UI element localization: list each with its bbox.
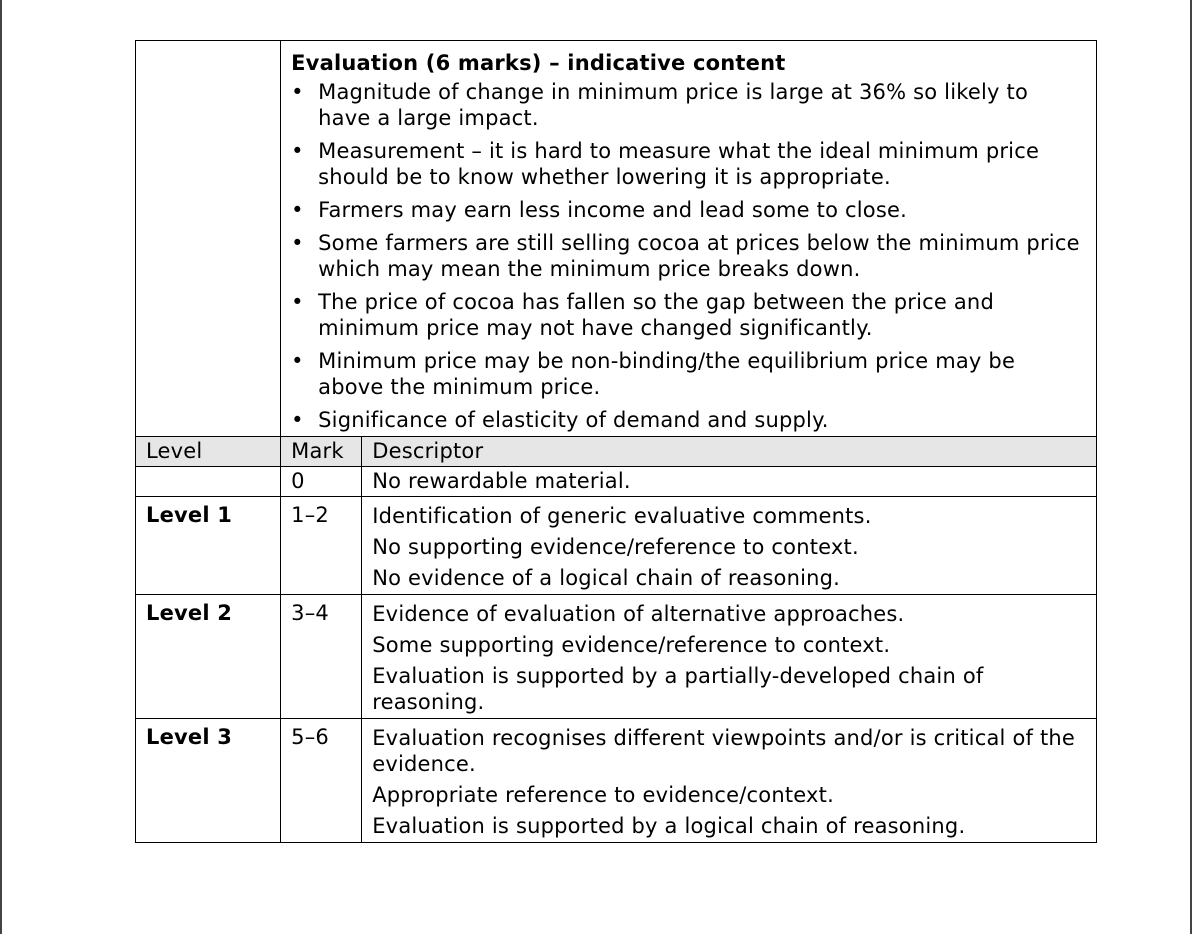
indicative-content-blank-cell <box>136 41 281 437</box>
bullet-text: Significance of elasticity of demand and supply. <box>318 408 829 432</box>
zero-mark-row <box>136 467 1097 497</box>
descriptor-line: Appropriate reference to evidence/context. <box>372 783 834 807</box>
descriptor-line: Evidence of evaluation of alternative approaches. <box>372 602 905 626</box>
descriptor-cell <box>362 719 1097 843</box>
indicative-content-title: Evaluation (6 marks) – indicative content <box>291 51 786 75</box>
header-descriptor: Descriptor <box>362 437 1097 467</box>
level-1-row <box>136 497 1097 595</box>
descriptor-line: Identification of generic evaluative comments. <box>372 504 872 528</box>
level-cell: Level 1 <box>136 497 281 595</box>
indicative-bullet <box>291 79 1086 131</box>
bullet-icon: • <box>291 349 304 373</box>
descriptor-line: Evaluation is supported by a partially-developed chain of reasoning. <box>372 664 984 714</box>
indicative-content-cell <box>281 41 1097 437</box>
bullet-text: Some farmers are still selling cocoa at prices below the minimum price which may mean the minimum price breaks down. <box>318 231 1080 281</box>
bullet-icon: • <box>291 408 304 432</box>
mark-cell: 1–2 <box>281 497 362 595</box>
bullet-icon: • <box>291 290 304 314</box>
indicative-bullet <box>291 348 1086 400</box>
bullet-icon: • <box>291 231 304 255</box>
descriptor-cell <box>362 497 1097 595</box>
page-edge-right <box>1190 0 1192 934</box>
descriptor-line: Evaluation is supported by a logical chain of reasoning. <box>372 814 966 838</box>
page-edge-left <box>0 0 2 934</box>
indicative-bullet <box>291 138 1086 190</box>
level-cell: Level 2 <box>136 595 281 719</box>
mark-cell: 3–4 <box>281 595 362 719</box>
bullet-text: The price of cocoa has fallen so the gap between the price and minimum price may not have changed significantly. <box>318 290 994 340</box>
descriptor-line: No supporting evidence/reference to context. <box>372 535 859 559</box>
mark-scheme-table <box>135 40 1097 843</box>
level-3-row <box>136 719 1097 843</box>
zero-mark-cell: 0 <box>281 467 362 497</box>
descriptor-line: No evidence of a logical chain of reasoning. <box>372 566 841 590</box>
bullet-icon: • <box>291 80 304 104</box>
descriptor-line: Evaluation recognises different viewpoints and/or is critical of the evidence. <box>372 726 1076 776</box>
header-level: Level <box>136 437 281 467</box>
mark-cell: 5–6 <box>281 719 362 843</box>
indicative-bullet <box>291 407 1086 433</box>
table-header-row <box>136 437 1097 467</box>
zero-level-cell <box>136 467 281 497</box>
indicative-bullet <box>291 230 1086 282</box>
descriptor-cell <box>362 595 1097 719</box>
indicative-content-list <box>291 79 1086 433</box>
bullet-icon: • <box>291 198 304 222</box>
bullet-text: Minimum price may be non-binding/the equilibrium price may be above the minimum price. <box>318 349 1016 399</box>
zero-descriptor-cell: No rewardable material. <box>362 467 1097 497</box>
bullet-text: Magnitude of change in minimum price is large at 36% so likely to have a large impact. <box>318 80 1028 130</box>
level-2-row <box>136 595 1097 719</box>
header-mark: Mark <box>281 437 362 467</box>
bullet-icon: • <box>291 139 304 163</box>
descriptor-line: Some supporting evidence/reference to context. <box>372 633 891 657</box>
indicative-bullet <box>291 289 1086 341</box>
level-cell: Level 3 <box>136 719 281 843</box>
bullet-text: Farmers may earn less income and lead some to close. <box>318 198 907 222</box>
indicative-bullet <box>291 197 1086 223</box>
bullet-text: Measurement – it is hard to measure what the ideal minimum price should be to know whether lowering it is appropriate. <box>318 139 1040 189</box>
indicative-content-row <box>136 41 1097 437</box>
